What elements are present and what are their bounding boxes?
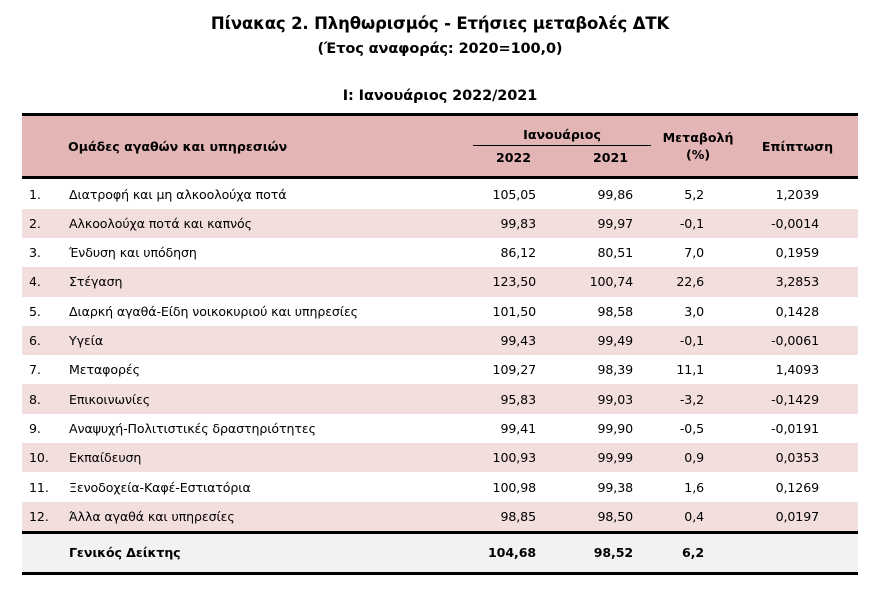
table-body: [22, 178, 858, 574]
row-index: 5.: [22, 297, 68, 326]
row-index: 1.: [22, 178, 68, 209]
row-impact: 0,1269: [737, 472, 858, 501]
table-row: [22, 238, 858, 267]
row-change-pct: 0,4: [659, 502, 737, 533]
page-subtitle: (Έτος αναφοράς: 2020=100,0): [317, 40, 563, 57]
row-impact: 1,2039: [737, 178, 858, 209]
row-change-pct: 7,0: [659, 238, 737, 267]
row-index: 12.: [22, 502, 68, 533]
header-change: [659, 115, 737, 178]
row-impact: -0,1429: [737, 384, 858, 413]
page-title: Πίνακας 2. Πληθωρισμός - Ετήσιες μεταβολές ΔΤΚ: [210, 14, 670, 33]
row-index: 6.: [22, 326, 68, 355]
row-index: 2.: [22, 209, 68, 238]
row-value-2021: 99,90: [562, 414, 659, 443]
row-index: 4.: [22, 267, 68, 296]
row-value-2021: 100,74: [562, 267, 659, 296]
period-heading: Ι: Ιανουάριος 2022/2021: [342, 88, 538, 105]
row-change-pct: -0,1: [659, 326, 737, 355]
row-impact: 1,4093: [737, 355, 858, 384]
row-value-2022: 95,83: [465, 384, 562, 413]
header-impact-label: Επίπτωση: [761, 138, 834, 154]
row-label: Υγεία: [68, 326, 465, 355]
row-index: 10.: [22, 443, 68, 472]
row-value-2021: 99,49: [562, 326, 659, 355]
table-row: [22, 326, 858, 355]
row-change-pct: -3,2: [659, 384, 737, 413]
row-index: 11.: [22, 472, 68, 501]
row-value-2022: 101,50: [465, 297, 562, 326]
table-header: [22, 115, 858, 178]
header-month-label: Ιανουάριος: [523, 126, 601, 142]
row-value-2021: 98,50: [562, 502, 659, 533]
row-label: Αναψυχή-Πολιτιστικές δραστηριότητες: [68, 414, 465, 443]
row-value-2021: 99,99: [562, 443, 659, 472]
row-label: Μεταφορές: [68, 355, 465, 384]
row-value-2022: 99,43: [465, 326, 562, 355]
row-label: Αλκοολούχα ποτά και καπνός: [68, 209, 465, 238]
table-row: [22, 443, 858, 472]
table-row: [22, 384, 858, 413]
row-change-pct: 11,1: [659, 355, 737, 384]
row-value-2021: 98,58: [562, 297, 659, 326]
row-value-2021: 99,97: [562, 209, 659, 238]
row-value-2022: 109,27: [465, 355, 562, 384]
total-index: [22, 532, 68, 573]
row-change-pct: -0,5: [659, 414, 737, 443]
header-year-2022: 2022: [495, 150, 532, 166]
table-header-row: [22, 115, 858, 178]
table-row: [22, 502, 858, 533]
table-container: [22, 113, 858, 575]
header-year-2021: 2021: [593, 150, 629, 166]
total-value-2022: 104,68: [465, 532, 562, 573]
total-value-2021: 98,52: [562, 532, 659, 573]
row-value-2021: 99,86: [562, 178, 659, 209]
row-value-2021: 99,38: [562, 472, 659, 501]
table-row: [22, 297, 858, 326]
title-block: [0, 0, 880, 60]
total-impact: [737, 532, 858, 573]
row-index: 7.: [22, 355, 68, 384]
row-impact: 0,0353: [737, 443, 858, 472]
row-index: 8.: [22, 384, 68, 413]
table-row: [22, 178, 858, 209]
row-value-2022: 86,12: [465, 238, 562, 267]
row-value-2022: 105,05: [465, 178, 562, 209]
row-label: Διατροφή και μη αλκοολούχα ποτά: [68, 178, 465, 209]
row-value-2022: 99,41: [465, 414, 562, 443]
header-change-line1: Μεταβολή: [662, 130, 734, 146]
header-group-rule: [473, 145, 651, 146]
total-label: Γενικός Δείκτης: [68, 532, 465, 573]
row-change-pct: 5,2: [659, 178, 737, 209]
row-change-pct: 0,9: [659, 443, 737, 472]
row-value-2021: 98,39: [562, 355, 659, 384]
header-change-line2: (%): [685, 147, 711, 163]
cpi-table: [22, 113, 858, 575]
row-impact: -0,0191: [737, 414, 858, 443]
row-index: 9.: [22, 414, 68, 443]
row-impact: -0,0014: [737, 209, 858, 238]
row-impact: 3,2853: [737, 267, 858, 296]
row-change-pct: 1,6: [659, 472, 737, 501]
table-row: [22, 355, 858, 384]
row-label: Εκπαίδευση: [68, 443, 465, 472]
row-label: Ξενοδοχεία-Καφέ-Εστιατόρια: [68, 472, 465, 501]
row-value-2022: 98,85: [465, 502, 562, 533]
row-value-2022: 100,93: [465, 443, 562, 472]
row-impact: 0,0197: [737, 502, 858, 533]
table-total-row: [22, 532, 858, 573]
row-value-2021: 99,03: [562, 384, 659, 413]
row-label: Στέγαση: [68, 267, 465, 296]
row-value-2022: 123,50: [465, 267, 562, 296]
header-category: [22, 115, 465, 178]
table-row: [22, 472, 858, 501]
row-label: Ένδυση και υπόδηση: [68, 238, 465, 267]
header-month-group: [465, 115, 659, 178]
row-value-2022: 99,83: [465, 209, 562, 238]
row-impact: -0,0061: [737, 326, 858, 355]
table-row: [22, 209, 858, 238]
table-row: [22, 267, 858, 296]
row-impact: 0,1959: [737, 238, 858, 267]
header-impact: [737, 115, 858, 178]
row-index: 3.: [22, 238, 68, 267]
row-change-pct: 3,0: [659, 297, 737, 326]
header-category-label: Ομάδες αγαθών και υπηρεσιών: [68, 138, 288, 154]
row-change-pct: -0,1: [659, 209, 737, 238]
total-change-pct: 6,2: [659, 532, 737, 573]
row-change-pct: 22,6: [659, 267, 737, 296]
row-impact: 0,1428: [737, 297, 858, 326]
table-row: [22, 414, 858, 443]
row-value-2022: 100,98: [465, 472, 562, 501]
row-label: Άλλα αγαθά και υπηρεσίες: [68, 502, 465, 533]
row-label: Επικοινωνίες: [68, 384, 465, 413]
row-value-2021: 80,51: [562, 238, 659, 267]
row-label: Διαρκή αγαθά-Είδη νοικοκυριού και υπηρεσίες: [68, 297, 465, 326]
